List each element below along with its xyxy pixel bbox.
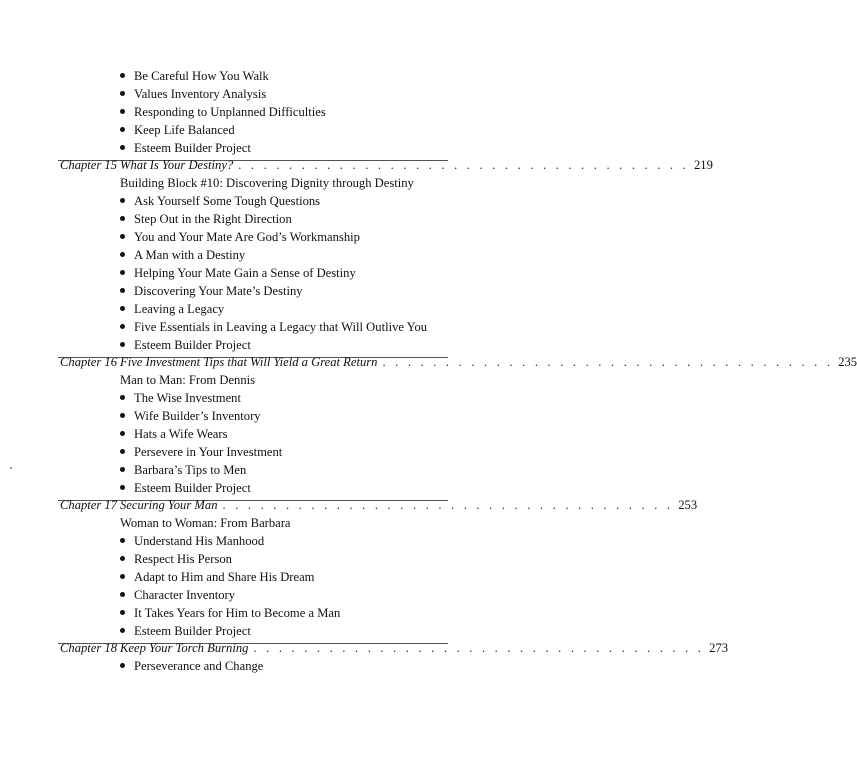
chapter-title: Securing Your Man [120,498,218,512]
bullet-icon [120,413,125,418]
dot-leader: . . . . . . . . . . . . . . . . . . . . . . . . . . . . . . . . . . . . [382,355,834,369]
dot-leader: . . . . . . . . . . . . . . . . . . . . . . . . . . . . . . . . . . . . [253,641,705,655]
chapter-title: What Is Your Destiny? [120,158,234,172]
list-item: Understand His Manhood [120,533,264,549]
list-item: Hats a Wife Wears [120,426,227,442]
chapter-subheading: Woman to Woman: From Barbara [120,516,291,530]
bullet-icon [120,342,125,347]
list-item: Ask Yourself Some Tough Questions [120,193,320,209]
chapter-subheading: Building Block #10: Discovering Dignity through Destiny [120,176,414,190]
bullet-icon [120,216,125,221]
list-item: Respect His Person [120,551,232,567]
bullet-icon [120,610,125,615]
bullet-icon [120,395,125,400]
list-item: A Man with a Destiny [120,247,245,263]
list-item: Step Out in the Right Direction [120,211,292,227]
bullet-icon [120,270,125,275]
list-item: Esteem Builder Project [120,623,251,639]
list-item: Helping Your Mate Gain a Sense of Destiny [120,265,356,281]
bullet-icon [120,628,125,633]
bullet-icon [120,252,125,257]
page-number: 219 [693,158,713,172]
dot-leader: . . . . . . . . . . . . . . . . . . . . . . . . . . . . . . . . . . . . [238,158,689,172]
bullet-icon [120,288,125,293]
bullet-icon [120,234,125,239]
list-item: Perseverance and Change [120,658,263,674]
list-item: Character Inventory [120,587,235,603]
list-item: Barbara’s Tips to Men [120,462,246,478]
bullet-icon [120,91,125,96]
chapter-heading [60,354,857,370]
bullet-icon [120,324,125,329]
bullet-icon [120,73,125,78]
list-item: Five Essentials in Leaving a Legacy that Will Outlive You [120,319,427,335]
list-item: Adapt to Him and Share His Dream [120,569,314,585]
bullet-icon [120,127,125,132]
list-item: Discovering Your Mate’s Destiny [120,283,303,299]
chapter-title: Keep Your Torch Burning [120,641,249,655]
bullet-icon [120,431,125,436]
list-item: Responding to Unplanned Difficulties [120,104,326,120]
chapter-subheading: Man to Man: From Dennis [120,373,256,387]
list-item: Be Careful How You Walk [120,68,269,84]
chapter-label: Chapter 17 [60,498,118,512]
bullet-icon [120,556,125,561]
list-item: The Wise Investment [120,390,241,406]
page-number: 273 [709,641,729,655]
list-item: Esteem Builder Project [120,337,251,353]
list-item: Esteem Builder Project [120,480,251,496]
bullet-icon [120,592,125,597]
chapter-title: Five Investment Tips that Will Yield a Great Return [120,355,378,369]
bullet-icon [120,306,125,311]
chapter-label: Chapter 16 [60,355,118,369]
bullet-icon [120,574,125,579]
list-item: Leaving a Legacy [120,301,224,317]
list-item: It Takes Years for Him to Become a Man [120,605,340,621]
page-number: 253 [678,498,698,512]
chapter-label: Chapter 15 [60,158,118,172]
list-item: Wife Builder’s Inventory [120,408,261,424]
dot-leader: . . . . . . . . . . . . . . . . . . . . . . . . . . . . . . . . . . . . [222,498,674,512]
bullet-icon [120,663,125,668]
bullet-icon [120,449,125,454]
page-number: 235 [838,355,857,369]
list-item: Keep Life Balanced [120,122,235,138]
scan-speck [10,467,12,469]
bullet-icon [120,198,125,203]
chapter-heading [60,497,698,513]
bullet-icon [120,145,125,150]
chapter-heading [60,640,729,656]
list-item: You and Your Mate Are God’s Workmanship [120,229,360,245]
chapter-heading [60,157,713,173]
list-item: Persevere in Your Investment [120,444,282,460]
bullet-icon [120,538,125,543]
chapter-label: Chapter 18 [60,641,118,655]
bullet-icon [120,467,125,472]
list-item: Values Inventory Analysis [120,86,266,102]
list-item: Esteem Builder Project [120,140,251,156]
bullet-icon [120,109,125,114]
bullet-icon [120,485,125,490]
